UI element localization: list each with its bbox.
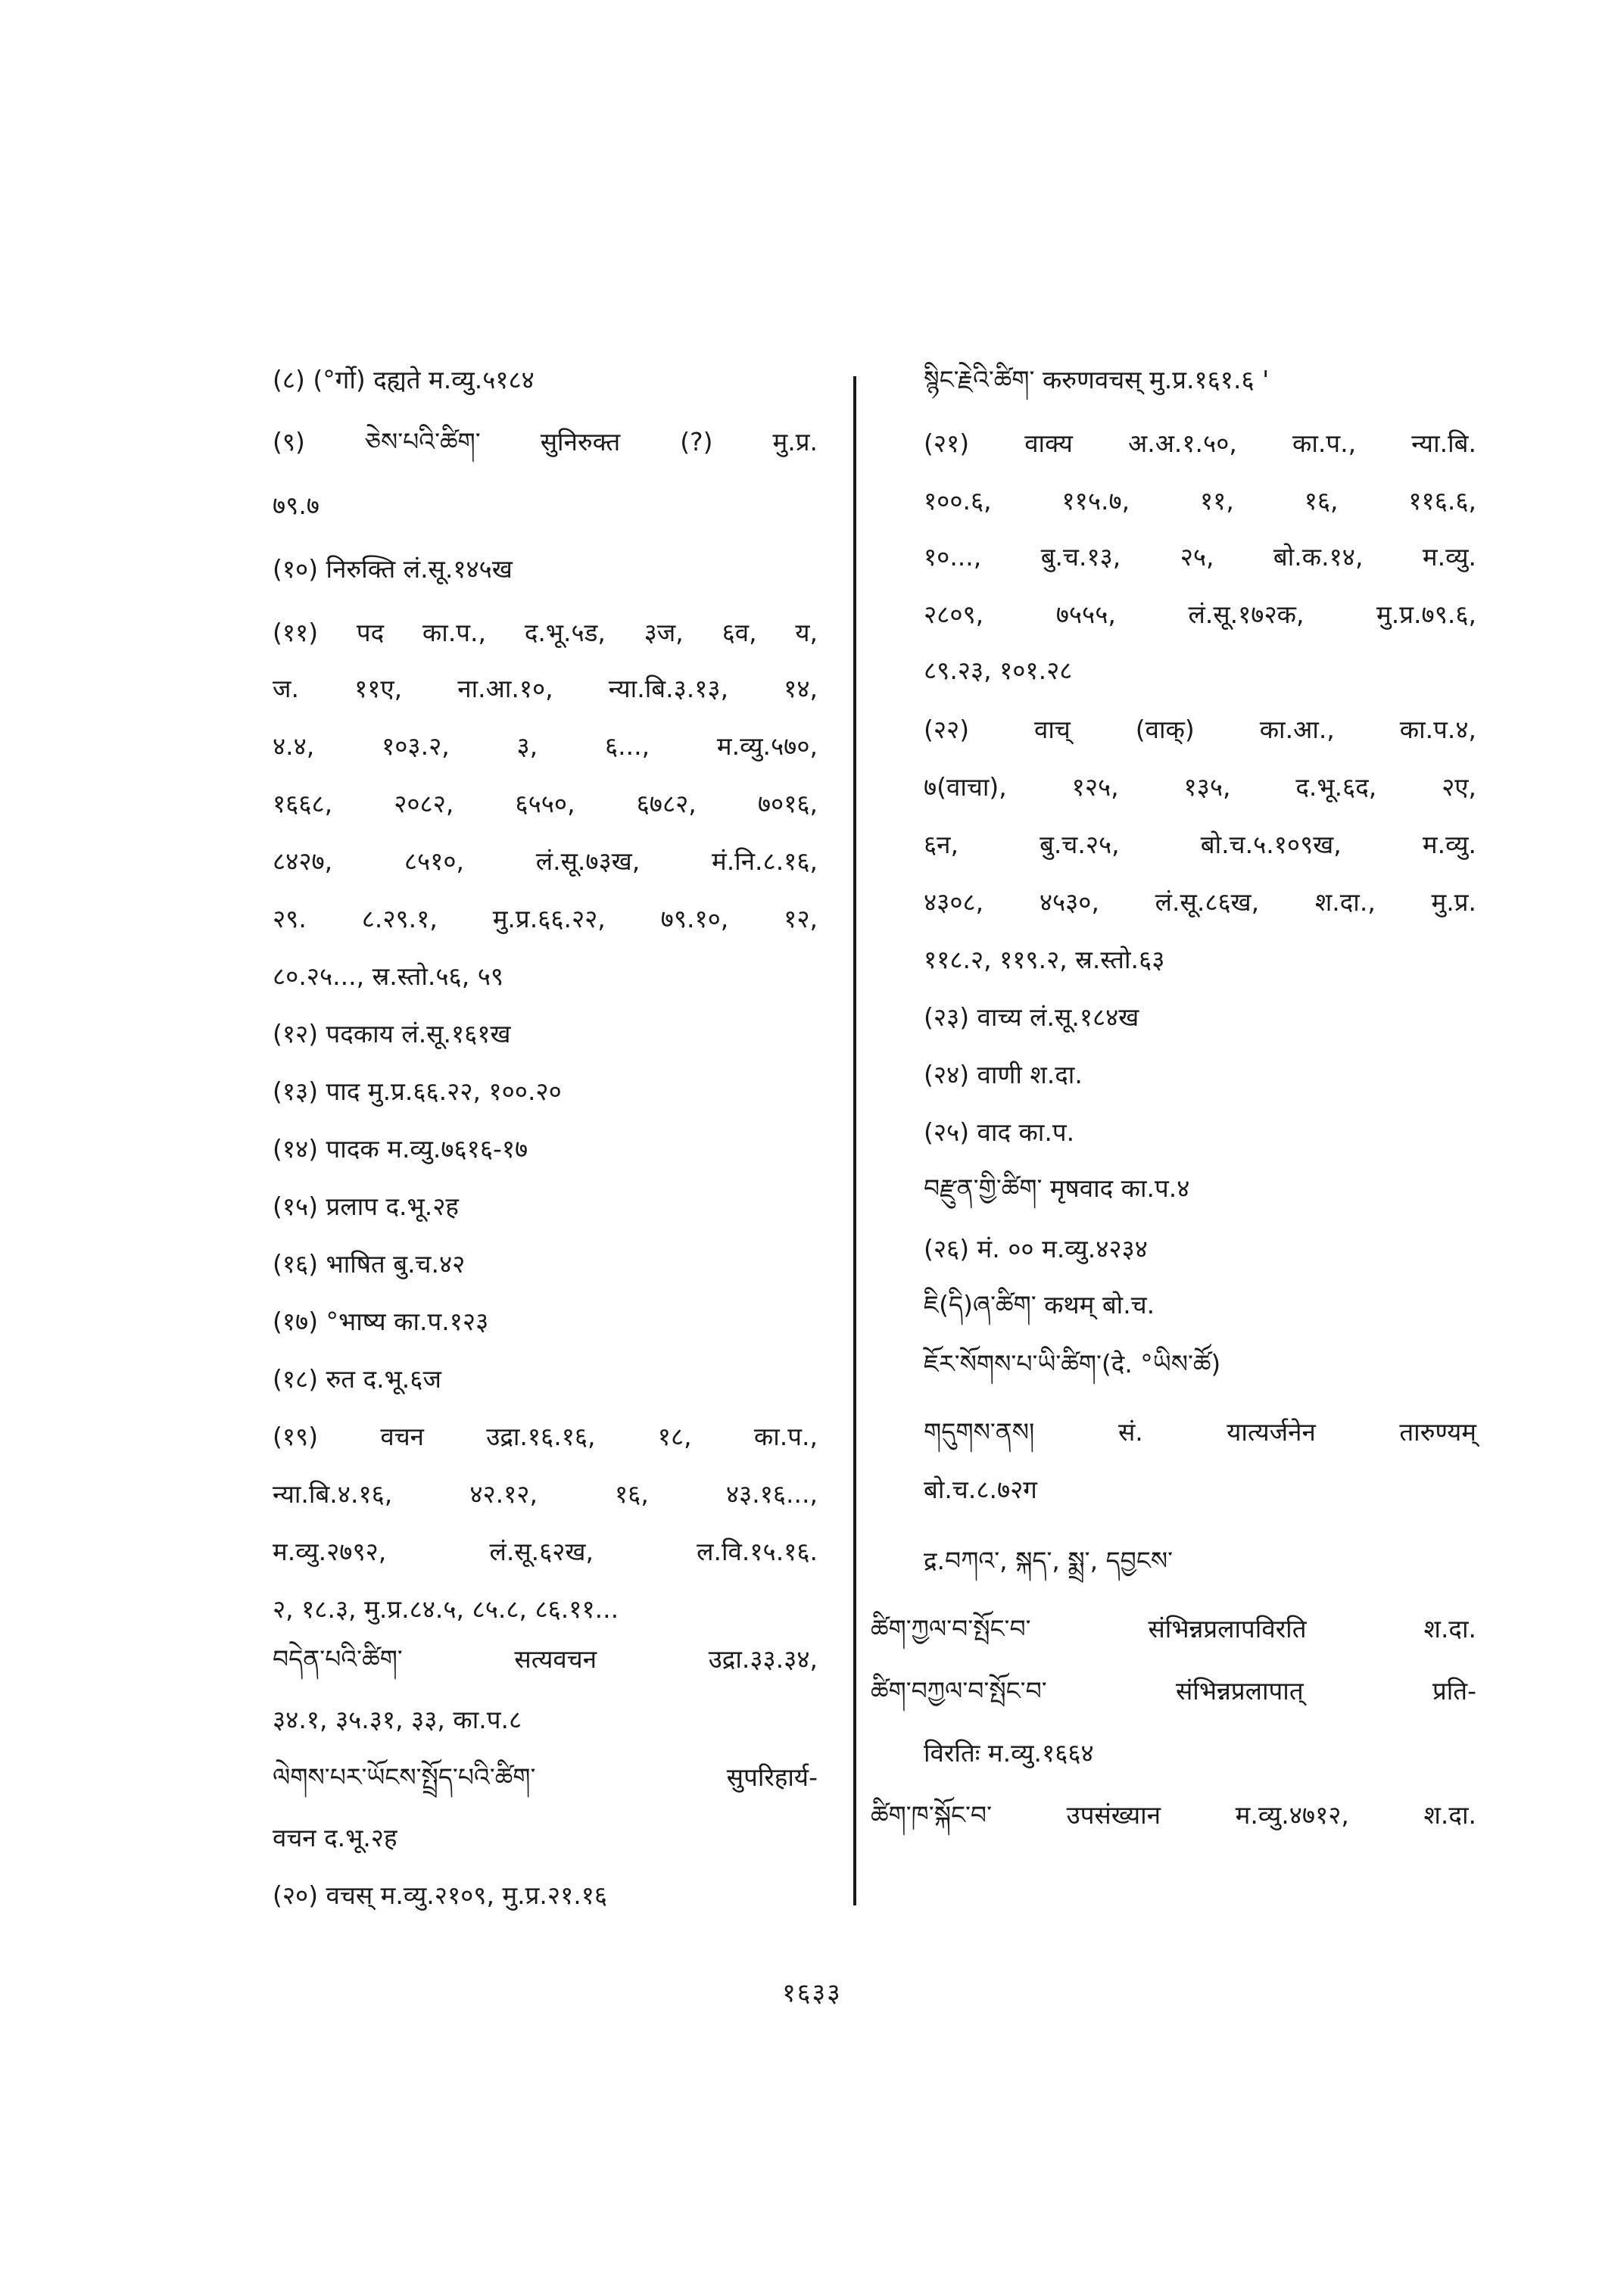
entry-line: (८) (°र्गो) दह्यते म.व्यु.५१८४ (273, 365, 535, 394)
entry-line: ४.४, १०३.२, ३, ६..., म.व्यु.५७०, (273, 731, 818, 761)
entry-line: (१२) पदकाय लं.सू.१६१ख (273, 1019, 511, 1048)
entry-line: ८४२७, ८५१०, लं.सू.७३ख, मं.नि.८.१६, (273, 846, 818, 876)
entry-line: ཇོར་སོགས་པ་ཡི་ཚིག་(दे. °ཡིས་ཚོ) (924, 1349, 1221, 1379)
entry-line: ཚིག་ཁ་སྐོང་བ་ उपसंख्यान म.व्यु.४७१२, श.दा. (871, 1800, 1476, 1830)
entry-line: २९. ८.२९.१, मु.प्र.६६.२२, ७९.१०, १२, (273, 904, 818, 933)
page-number: १६३३ (782, 1978, 842, 2008)
entry-line: (९) ཅེས་པའི་ཚིག་ सुनिरुक्त (?) मु.प्र. (273, 427, 818, 456)
entry-line: ३४.१, ३५.३१, ३३, का.प.८ (273, 1705, 522, 1734)
entry-line: (२४) वाणी श.दा. (924, 1060, 1083, 1089)
entry-line: (२५) वाद का.प. (924, 1117, 1075, 1147)
entry-line: ལེགས་པར་ཡོངས་སྤྲོད་པའི་ཚིག་ सुपरिहार्य- (273, 1762, 818, 1792)
entry-line: ४३०८, ४५३०, लं.सू.८६ख, श.दा., मु.प्र. (924, 887, 1476, 917)
entry-line: ཚིག་བཀྱལ་བ་སྤོང་བ་ संभिन्नप्रलापात् प्रति- (871, 1676, 1476, 1706)
entry-line: म.व्यु.२७९२, लं.सू.६२ख, ल.वि.१५.१६. (273, 1537, 818, 1566)
entry-line: ११८.२, ११९.२, स्र.स्तो.६३ (924, 945, 1165, 974)
entry-line: ७९.७ (273, 491, 320, 520)
entry-line: (१७) °भाष्य का.प.१२३ (273, 1307, 489, 1336)
entry-line: (२६) मं. ०० म.व्यु.४२३४ (924, 1234, 1148, 1263)
entry-line: (१३) पाद मु.प्र.६६.२२, १००.२० (273, 1076, 562, 1106)
entry-line: बो.च.८.७२ग (924, 1475, 1037, 1504)
entry-line: སྙིང་རྗེའི་ཚིག་ करुणवचस् मु.प्र.१६१.६ ' (924, 365, 1270, 394)
entry-line: ७(वाचा), १२५, १३५, द.भू.६द, २ए, (924, 772, 1476, 802)
entry-line: (२०) वचस् म.व्यु.२१०९, मु.प्र.२१.१६ (273, 1880, 608, 1910)
entry-line: (११) पद का.प., द.भू.५ड, ३ज, ६व, य, (273, 618, 818, 647)
entry-line: (१४) पादक म.व्यु.७६१६-१७ (273, 1134, 528, 1164)
entry-line: १०..., बु.च.१३, २५, बो.क.१४, म.व्यु. (924, 542, 1476, 572)
entry-line: (१९) वचन उद्रा.१६.१६, १८, का.प., (273, 1422, 818, 1451)
entry-line: ཚིག་ཀྱལ་བ་སྤོང་བ་ संभिन्नप्रलापविरति श.दा. (871, 1614, 1476, 1643)
entry-line: ཇི(དི)ཞ་ཚིག་ कथम् बो.च. (924, 1290, 1155, 1319)
entry-line: द्र.བཀའ་, སྐད་, སྨྲ་, དབྱངས་ (924, 1546, 1174, 1575)
entry-line: (२३) वाच्य लं.सू.१८४ख (924, 1002, 1139, 1032)
entry-line: ८९.२३, १०१.२८ (924, 656, 1073, 685)
entry-line: ८०.२५..., स्र.स्तो.५६, ५९ (273, 961, 504, 991)
entry-line: ज. ११ए, ना.आ.१०, न्या.बि.३.१३, १४, (273, 674, 818, 703)
entry-line: विरतिः म.व्यु.१६६४ (924, 1738, 1094, 1768)
entry-line: २८०९, ७५५५, लं.सू.१७२क, मु.प्र.७९.६, (924, 600, 1476, 629)
entry-line: १६६८, २०८२, ६५५०, ६७८२, ७०१६, (273, 789, 818, 818)
entry-line: ६न, बु.च.२५, बो.च.५.१०९ख, म.व्यु. (924, 830, 1476, 859)
entry-line: (२२) वाच् (वाक्) का.आ., का.प.४, (924, 715, 1476, 744)
entry-line: वचन द.भू.२ह (273, 1823, 397, 1852)
entry-line: (१६) भाषित बु.च.४२ (273, 1249, 466, 1279)
entry-line: བདེན་པའི་ཚིག་ सत्यवचन उद्रा.३३.३४, (273, 1644, 818, 1674)
entry-line: (२१) वाक्य अ.अ.१.५०, का.प., न्या.बि. (924, 428, 1476, 458)
entry-line: བརྫུན་གྱི་ཚིག་ मृषवाद का.प.४ (924, 1173, 1190, 1203)
entry-line: १००.६, ११५.७, ११, १६, ११६.६, (924, 486, 1476, 516)
entry-line: (१८) रुत द.भू.६ज (273, 1364, 441, 1394)
entry-line: न्या.बि.४.१६, ४२.१२, १६, ४३.१६..., (273, 1479, 818, 1509)
entry-line: (१५) प्रलाप द.भू.२ह (273, 1192, 459, 1221)
entry-line: གདུགས་ནས། सं. यात्यर्जनेन तारुण्यम् (924, 1417, 1476, 1447)
column-divider (853, 376, 856, 1905)
entry-line: (१०) निरुक्ति लं.सू.१४५ख (273, 554, 513, 584)
entry-line: २, १८.३, मु.प्र.८४.५, ८५.८, ८६.११... (273, 1594, 619, 1624)
